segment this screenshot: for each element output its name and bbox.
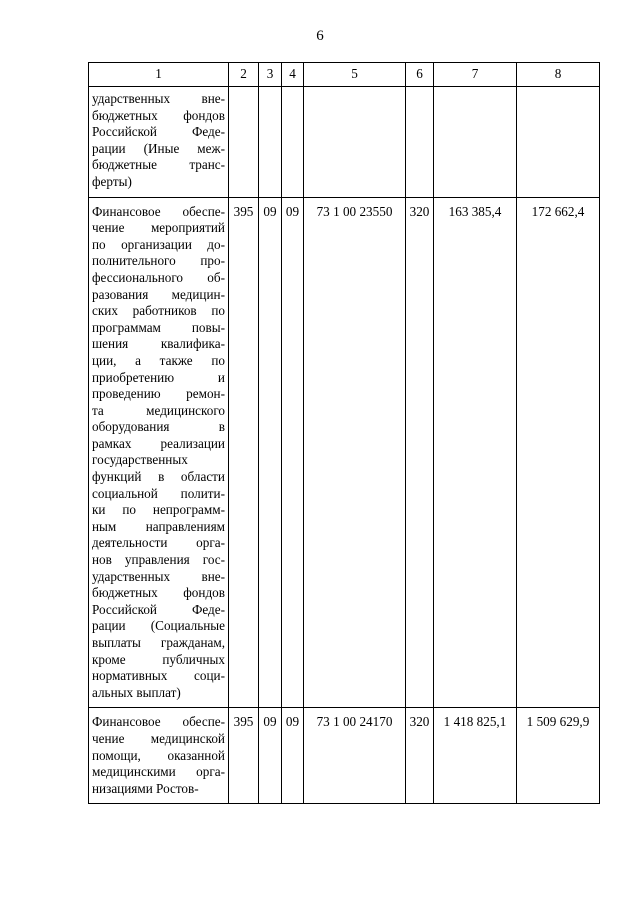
table-row — [89, 708, 600, 804]
cell-expense-type: 320 — [406, 708, 434, 804]
cell-section — [259, 87, 282, 198]
description-line: Финансовое обеспе- — [92, 203, 225, 219]
description-line: приобретению и — [92, 369, 225, 385]
description-line: программам повы- — [92, 319, 225, 335]
row-description — [89, 197, 229, 708]
description-line: ударственных вне- — [92, 568, 225, 584]
header-row — [89, 63, 600, 87]
header-col-7: 7 — [434, 63, 517, 87]
cell-ministry-code — [229, 87, 259, 198]
cell-ministry-code: 395 — [229, 708, 259, 804]
header-col-3: 3 — [259, 63, 282, 87]
cell-expense-type — [406, 87, 434, 198]
description-line: фессионального об- — [92, 269, 225, 285]
header-col-8: 8 — [517, 63, 600, 87]
cell-amount-year-2 — [517, 87, 600, 198]
description-line: Российской Феде- — [92, 601, 225, 617]
description-line: ударственных вне- — [92, 91, 225, 106]
header-col-6: 6 — [406, 63, 434, 87]
description-line: чение мероприятий — [92, 220, 225, 236]
budget-table — [88, 62, 600, 804]
cell-section: 09 — [259, 197, 282, 708]
description-line: чение медицинской — [92, 730, 225, 746]
description-line: ских работников по — [92, 303, 225, 319]
description-line: низациями Ростов- — [92, 780, 199, 796]
description-line: нов управления гос- — [92, 552, 225, 568]
table-row — [89, 87, 600, 198]
page-number: 6 — [316, 28, 324, 44]
cell-subsection: 09 — [282, 197, 304, 708]
description-line: ции, а также по — [92, 352, 225, 368]
description-line: государственных — [92, 452, 188, 468]
description-line: ки по непрограмм- — [92, 502, 225, 518]
header-col-1: 1 — [89, 63, 229, 87]
cell-target-article — [304, 87, 406, 198]
header-col-5: 5 — [304, 63, 406, 87]
row-description — [89, 87, 229, 198]
table-row — [89, 197, 600, 708]
description-line: бюджетные транс- — [92, 157, 225, 173]
description-line: бюджетных фондов — [92, 585, 225, 601]
description-line: деятельности орга- — [92, 535, 225, 551]
description-line: рамках реализации — [92, 435, 225, 451]
description-line: оборудования в — [92, 419, 225, 435]
description-line: рации (Иные меж- — [92, 140, 225, 156]
header-col-2: 2 — [229, 63, 259, 87]
cell-subsection — [282, 87, 304, 198]
description-line: функций в области — [92, 469, 225, 485]
cell-amount-year-2: 1 509 629,9 — [517, 708, 600, 804]
description-line: Российской Феде- — [92, 124, 225, 140]
description-line: медицинскими орга- — [92, 764, 225, 780]
description-line: ным направлениям — [92, 518, 225, 534]
description-line: кроме публичных — [92, 651, 225, 667]
header-col-4: 4 — [282, 63, 304, 87]
row-description — [89, 708, 229, 804]
cell-expense-type: 320 — [406, 197, 434, 708]
cell-amount-year-1: 163 385,4 — [434, 197, 517, 708]
cell-amount-year-1: 1 418 825,1 — [434, 708, 517, 804]
cell-amount-year-1 — [434, 87, 517, 198]
description-line: по организации до- — [92, 236, 225, 252]
description-line: выплаты гражданам, — [92, 635, 225, 650]
description-line: рации (Социальные — [92, 618, 225, 634]
description-line: альных выплат) — [92, 684, 181, 700]
cell-target-article: 73 1 00 23550 — [304, 197, 406, 708]
cell-subsection: 09 — [282, 708, 304, 804]
description-line: проведению ремон- — [92, 386, 225, 402]
description-line: социальной полити- — [92, 485, 225, 501]
description-line: нормативных соци- — [92, 668, 225, 684]
description-line: ферты) — [92, 173, 132, 189]
description-line: полнительного про- — [92, 253, 225, 269]
description-line: Финансовое обеспе- — [92, 714, 225, 730]
description-line: помощи, оказанной — [92, 747, 225, 763]
description-line: шения квалифика- — [92, 336, 225, 352]
cell-amount-year-2: 172 662,4 — [517, 197, 600, 708]
description-line: бюджетных фондов — [92, 107, 225, 123]
cell-target-article: 73 1 00 24170 — [304, 708, 406, 804]
description-line: разования медицин- — [92, 286, 225, 302]
cell-ministry-code: 395 — [229, 197, 259, 708]
cell-section: 09 — [259, 708, 282, 804]
description-line: та медицинского — [92, 402, 225, 418]
